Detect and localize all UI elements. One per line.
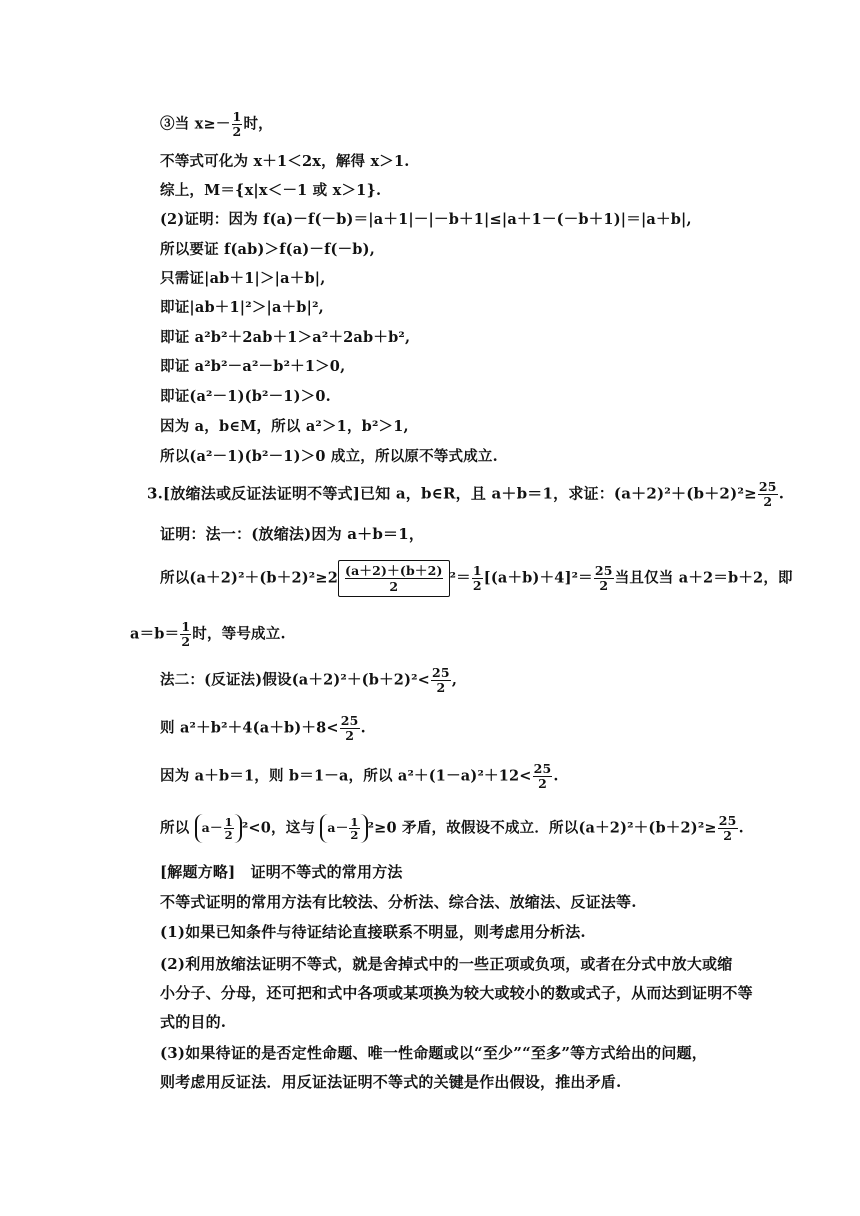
paren-expression <box>320 814 367 843</box>
denominator: 2 <box>350 828 359 842</box>
method1-line <box>130 620 286 649</box>
method1-heading: 证明：法一：(放缩法)因为 a＋b＝1， <box>160 525 425 543</box>
method2-line <box>160 666 457 695</box>
fraction <box>758 480 778 509</box>
text: . <box>553 767 559 785</box>
text: 所以(a＋2)²＋(b＋2)²≥2 <box>160 569 338 587</box>
text: 3.[放缩法或反证法证明不等式]已知 a，b∈R，且 a＋b＝1，求证：(a＋2)²＋(b＋2)²≥ <box>147 484 757 503</box>
text: ²<0，这与 <box>241 819 316 837</box>
strategy-paragraph: 不等式证明的常用方法有比较法、分析法、综合法、放缩法、反证法等. <box>160 893 637 911</box>
numerator: 25 <box>432 665 450 680</box>
numerator: (a＋2)＋(b＋2) <box>345 563 443 578</box>
text: ²＝ <box>449 569 471 587</box>
fraction <box>594 564 614 593</box>
proof-line: 即证 a²b²－a²－b²＋1＞0, <box>160 358 346 375</box>
text: . <box>738 819 744 837</box>
text-line: 综上，M＝{x|x＜－1 或 x＞1}. <box>160 182 382 199</box>
text: a＝b＝ <box>130 625 180 643</box>
fraction <box>340 714 360 743</box>
text: , <box>451 671 458 689</box>
text: ③当 x≥－ <box>160 115 231 133</box>
numerator: 25 <box>718 813 737 828</box>
proof-line: 因为 a，b∈M，所以 a²＞1，b²＞1, <box>160 418 409 435</box>
numerator: 25 <box>758 479 777 494</box>
denominator: 2 <box>436 680 446 695</box>
numerator: 1 <box>472 563 482 578</box>
proof-line: 所以(a²－1)(b²－1)＞0 成立，所以原不等式成立. <box>160 448 498 465</box>
numerator: 1 <box>232 109 242 124</box>
text: 法二：(反证法)假设(a＋2)²＋(b＋2)²< <box>160 671 431 689</box>
proof-line: 即证 a²b²＋2ab＋1＞a²＋2ab＋b², <box>160 329 411 346</box>
bracket-fraction <box>338 560 450 597</box>
numerator: 25 <box>533 761 552 776</box>
method2-line <box>160 762 559 791</box>
fraction <box>472 564 483 593</box>
fraction <box>431 666 451 695</box>
strategy-paragraph: 式的目的. <box>160 1013 227 1031</box>
method2-line <box>160 714 366 743</box>
denominator: 2 <box>232 124 242 139</box>
text: . <box>778 484 785 503</box>
fraction <box>232 110 243 139</box>
denominator: 2 <box>723 828 733 843</box>
case3-line <box>160 110 273 139</box>
proof-line: (2)证明：因为 f(a)－f(－b)＝|a＋1|－|－b＋1|≤|a＋1－(－b＋1)|＝|a＋b|, <box>160 211 692 228</box>
strategy-paragraph: 小分子、分母，还可把和式中各项或某项换为较大或较小的数或式子，从而达到证明不等 <box>160 984 753 1002</box>
denominator: 2 <box>181 634 191 649</box>
text: 所以 <box>160 819 190 837</box>
denominator: 2 <box>599 578 609 593</box>
strategy-title: [解题方略] 证明不等式的常用方法 <box>160 863 403 881</box>
denominator: 2 <box>345 728 355 743</box>
text: ²≥0 矛盾，故假设不成立．所以(a＋2)²＋(b＋2)²≥ <box>367 819 717 837</box>
numerator: 25 <box>340 713 359 728</box>
strategy-paragraph: (1)如果已知条件与待证结论直接联系不明显，则考虑用分析法. <box>160 923 586 941</box>
numerator: 1 <box>181 619 191 634</box>
fraction <box>349 816 359 841</box>
method2-line <box>160 814 744 843</box>
numerator: 25 <box>594 563 613 578</box>
numerator: 1 <box>350 815 359 829</box>
strategy-paragraph: 则考虑用反证法．用反证法证明不等式的关键是作出假设，推出矛盾. <box>160 1073 622 1091</box>
strategy-paragraph: (2)利用放缩法证明不等式，就是舍掉式中的一些正项或负项，或者在分式中放大或缩 <box>160 955 733 973</box>
text: 时，等号成立. <box>192 625 286 643</box>
fraction <box>718 814 738 843</box>
text: 则 a²＋b²＋4(a＋b)＋8< <box>160 719 339 737</box>
denominator: 2 <box>472 578 482 593</box>
denominator: 2 <box>224 828 233 842</box>
denominator: 2 <box>389 579 399 594</box>
text: [(a＋b)＋4]²＝ <box>483 569 593 587</box>
text: . <box>360 719 366 737</box>
proof-line: 所以要证 f(ab)＞f(a)－f(－b), <box>160 241 375 258</box>
strategy-paragraph: (3)如果待证的是否定性命题、唯一性命题或以“至少”“至多”等方式给出的问题， <box>160 1044 707 1062</box>
question-3 <box>147 480 784 509</box>
proof-line: 只需证|ab＋1|＞|a＋b|, <box>160 270 326 287</box>
proof-line: 即证|ab＋1|²＞|a＋b|², <box>160 299 324 316</box>
text-line: 不等式可化为 x＋1＜2x，解得 x＞1. <box>160 153 410 170</box>
fraction <box>224 816 234 841</box>
fraction <box>533 762 553 791</box>
numerator: 1 <box>224 815 233 829</box>
method1-line <box>160 560 793 597</box>
text: 当且仅当 a＋2＝b＋2，即 <box>614 569 793 587</box>
fraction <box>180 620 191 649</box>
text: a－ <box>327 820 349 835</box>
denominator: 2 <box>763 494 773 509</box>
text: 时， <box>243 115 273 133</box>
proof-line: 即证(a²－1)(b²－1)＞0. <box>160 388 331 405</box>
paren-expression <box>195 814 242 843</box>
denominator: 2 <box>538 776 547 791</box>
text: 因为 a＋b＝1，则 b＝1－a，所以 a²＋(1－a)²＋12< <box>160 767 532 785</box>
text: a－ <box>201 820 223 835</box>
